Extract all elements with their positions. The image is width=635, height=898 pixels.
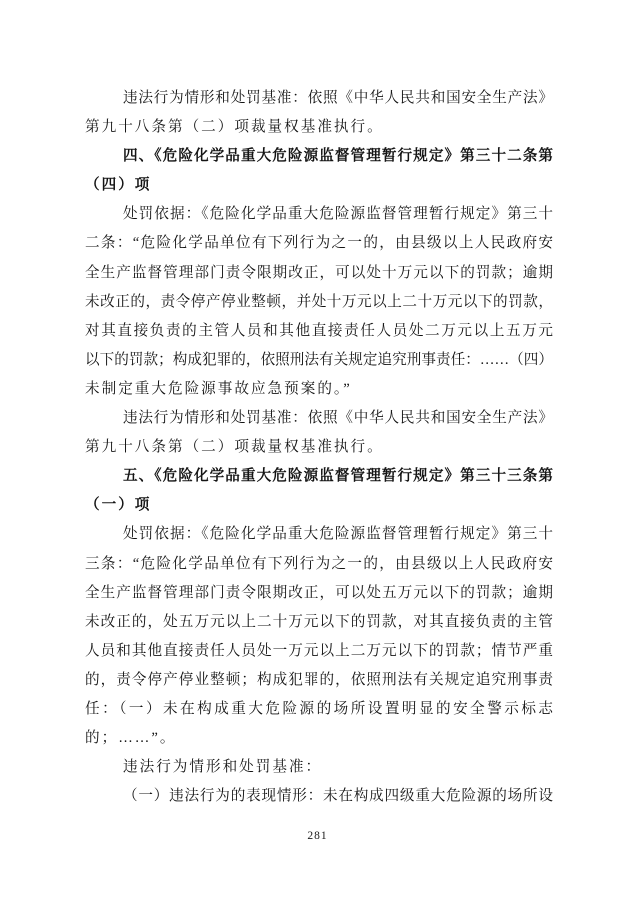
section-heading-line: （一）项 bbox=[85, 497, 152, 514]
body-text-line: 未改正的，处五万元以上二十万元以下的罚款，对其直接负责的主管 bbox=[85, 613, 553, 630]
body-text-line: 二条：“危险化学品单位有下列行为之一的，由县级以上人民政府安 bbox=[85, 235, 553, 252]
body-text-line: 第九十八条第（二）项裁量权基准执行。 bbox=[85, 439, 384, 456]
body-text-line: 未改正的，责令停产停业整顿，并处十万元以上二十万元以下的罚款， bbox=[85, 293, 553, 310]
body-text-line: 全生产监督管理部门责令限期改正，可以处五万元以下的罚款；逾期 bbox=[85, 584, 553, 601]
body-text-line: 第九十八条第（二）项裁量权基准执行。 bbox=[85, 119, 384, 136]
body-text-line: 的，责令停产停业整顿；构成犯罪的，依照刑法有关规定追究刑事责 bbox=[85, 671, 553, 688]
body-text-line: 对其直接负责的主管人员和其他直接责任人员处二万元以上五万元 bbox=[85, 322, 553, 339]
body-text-line: 违法行为情形和处罚基准：依照《中华人民共和国安全生产法》 bbox=[123, 90, 553, 106]
body-text-line: 任：（一）未在构成重大危险源的场所设置明显的安全警示标志 bbox=[85, 700, 553, 717]
body-text-line: 全生产监督管理部门责令限期改正，可以处十万元以下的罚款；逾期 bbox=[85, 264, 553, 281]
body-text-line: 违法行为情形和处罚基准： bbox=[123, 759, 323, 776]
section-heading-line: 五、《危险化学品重大危险源监督管理暂行规定》第三十三条第 bbox=[123, 468, 553, 485]
body-text-line: 未制定重大危险源事故应急预案的。” bbox=[85, 380, 352, 397]
body-text-line: （一）违法行为的表现情形：未在构成四级重大危险源的场所设 bbox=[123, 788, 553, 805]
section-heading-line: （四）项 bbox=[85, 177, 152, 194]
document-text-block bbox=[85, 84, 553, 811]
body-text-line: 人员和其他直接责任人员处一万元以上二万元以下的罚款；情节严重 bbox=[85, 642, 553, 659]
body-text-line: 以下的罚款；构成犯罪的，依照刑法有关规定追究刑事责任：……（四） bbox=[85, 351, 553, 368]
body-text-line: 违法行为情形和处罚基准：依照《中华人民共和国安全生产法》 bbox=[123, 410, 553, 427]
body-text-line: 处罚依据：《危险化学品重大危险源监督管理暂行规定》第三十 bbox=[123, 526, 553, 543]
body-text-line: 三条：“危险化学品单位有下列行为之一的，由县级以上人民政府安 bbox=[85, 555, 553, 572]
body-text-line: 处罚依据：《危险化学品重大危险源监督管理暂行规定》第三十 bbox=[123, 206, 553, 223]
body-text-line: 的；……”。 bbox=[85, 730, 177, 747]
page-number: 281 bbox=[307, 830, 328, 842]
section-heading-line: 四、《危险化学品重大危险源监督管理暂行规定》第三十二条第 bbox=[123, 148, 553, 165]
